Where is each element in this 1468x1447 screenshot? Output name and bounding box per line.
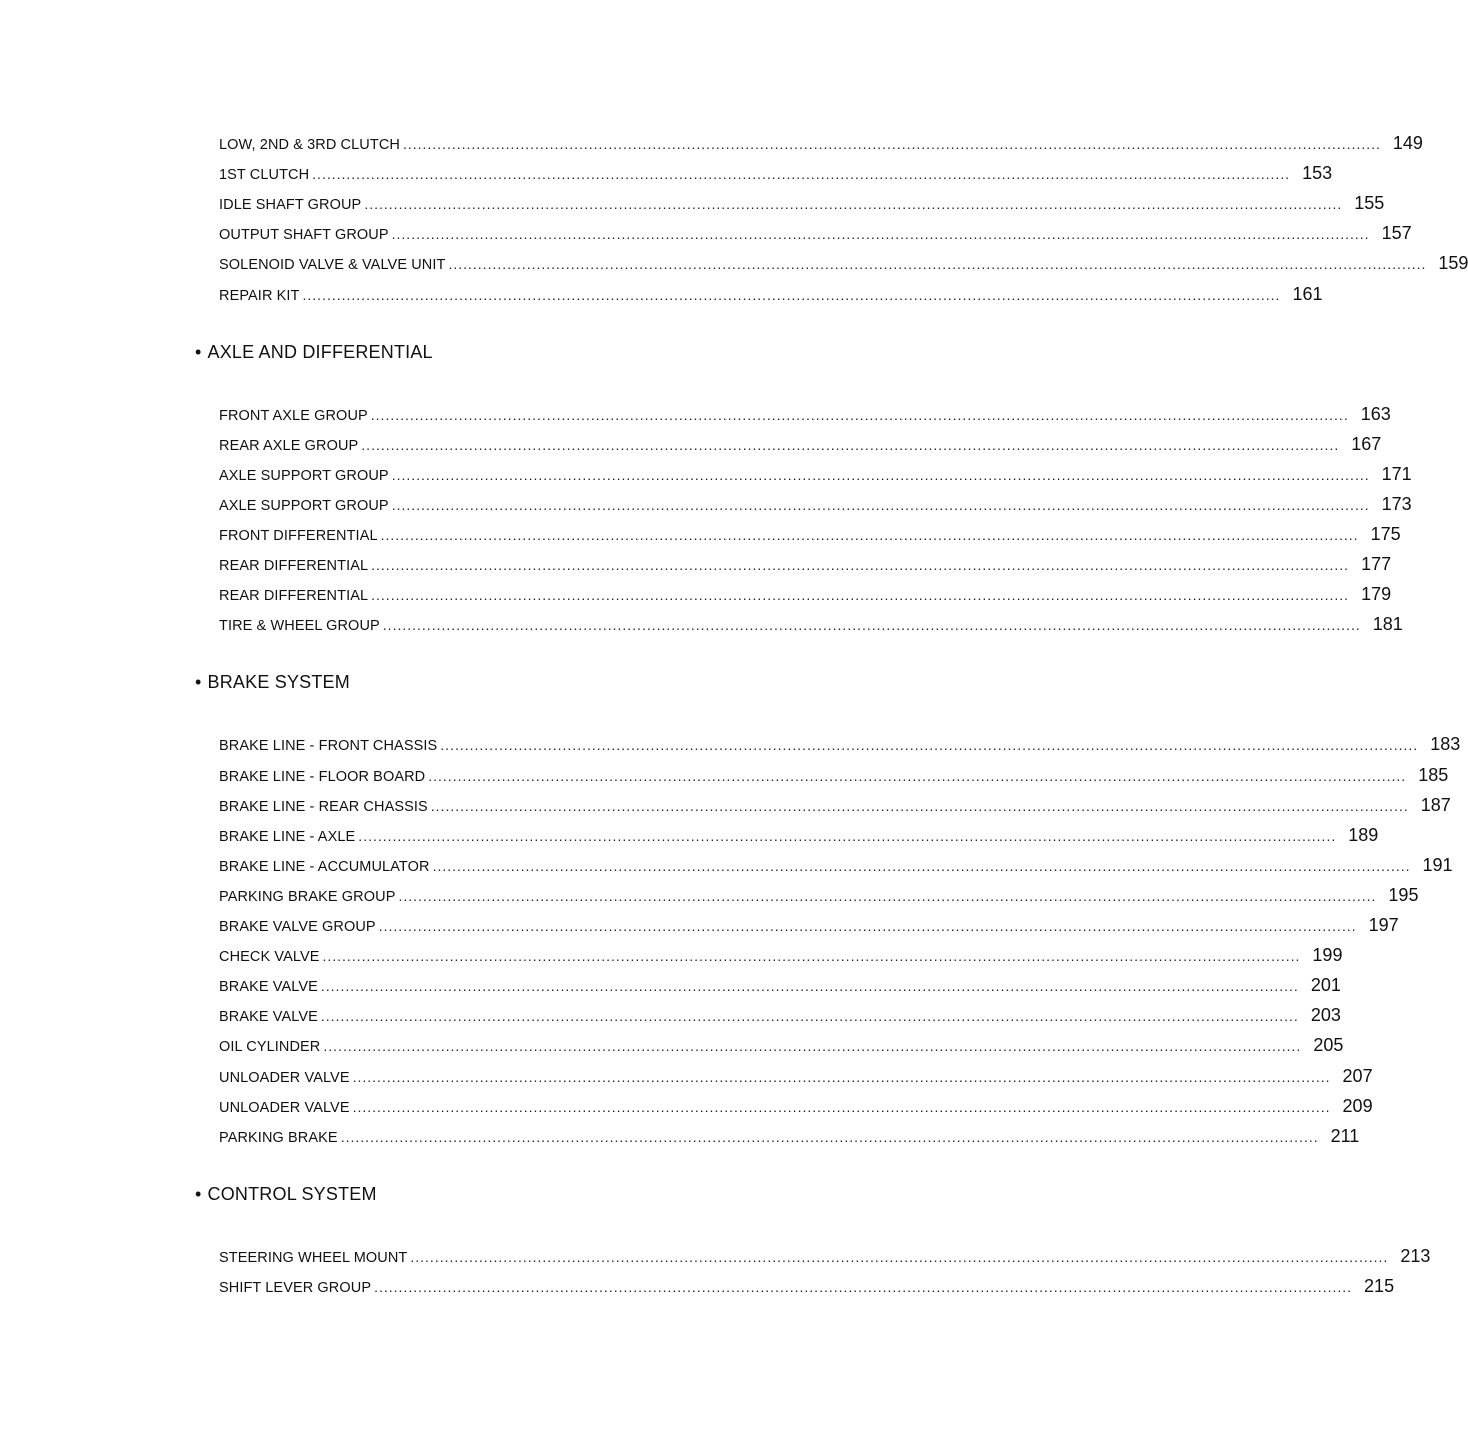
dot-leader: ........................................................................................................................................................................................................: [440, 737, 1419, 754]
dot-leader: ........................................................................................................................................................................................................: [428, 767, 1407, 784]
toc-entry-label: UNLOADER VALVE: [219, 1099, 350, 1116]
bullet-icon: •: [195, 672, 202, 693]
section-heading: [195, 672, 350, 693]
toc-entry-page-number: 155: [1354, 193, 1385, 214]
toc-entry[interactable]: [219, 794, 1451, 817]
toc-entry[interactable]: [219, 524, 1401, 546]
toc-entry-page-number: 213: [1400, 1245, 1431, 1266]
toc-entry-page-number: 183: [1430, 734, 1461, 755]
toc-entry-label: BRAKE LINE - FLOOR BOARD: [219, 768, 426, 785]
toc-entry-page-number: 181: [1372, 614, 1403, 635]
dot-leader: ........................................................................................................................................................................................................: [320, 1008, 1299, 1025]
dot-leader: ........................................................................................................................................................................................................: [371, 557, 1350, 574]
toc-entry-label: SHIFT LEVER GROUP: [219, 1279, 372, 1296]
toc-entry[interactable]: [219, 1035, 1344, 1057]
toc-entry-page-number: 175: [1370, 524, 1401, 544]
toc-entry-page-number: 163: [1360, 403, 1391, 424]
toc-entry-label: STEERING WHEEL MOUNT: [219, 1249, 408, 1266]
toc-entry-page-number: 211: [1330, 1125, 1360, 1146]
toc-entry[interactable]: [219, 945, 1343, 967]
toc-entry[interactable]: [219, 133, 1423, 155]
toc-entry-page-number: 153: [1302, 163, 1333, 184]
dot-leader: ........................................................................................................................................................................................................: [382, 617, 1361, 634]
toc-entry[interactable]: [219, 1005, 1341, 1027]
toc-entry[interactable]: [219, 734, 1461, 756]
toc-entry-label: UNLOADER VALVE: [219, 1069, 350, 1086]
dot-leader: ........................................................................................................................................................................................................: [391, 226, 1370, 243]
section-heading-label: BRAKE SYSTEM: [207, 672, 350, 693]
toc-entry[interactable]: [219, 283, 1323, 306]
toc-entry[interactable]: [219, 1245, 1431, 1268]
toc-entry-label: AXLE SUPPORT GROUP: [219, 467, 389, 484]
toc-entry-label: 1ST CLUTCH: [219, 167, 310, 184]
toc-entry-page-number: 171: [1381, 463, 1412, 484]
toc-entry-label: REAR DIFFERENTIAL: [219, 558, 369, 575]
toc-entry-label: PARKING BRAKE GROUP: [219, 888, 396, 905]
toc-entry-page-number: 149: [1392, 133, 1423, 153]
dot-leader: ........................................................................................................................................................................................................: [322, 948, 1301, 965]
dot-leader: ........................................................................................................................................................................................................: [391, 496, 1370, 513]
toc-entry-label: TIRE & WHEEL GROUP: [219, 618, 380, 635]
dot-leader: ........................................................................................................................................................................................................: [358, 827, 1337, 844]
section-heading-label: CONTROL SYSTEM: [207, 1183, 377, 1204]
toc-entry-label: REAR AXLE GROUP: [219, 437, 359, 454]
toc-entry[interactable]: [219, 403, 1391, 426]
toc-entry-label: FRONT AXLE GROUP: [219, 407, 368, 424]
toc-entry-page-number: 159: [1438, 253, 1468, 274]
toc-entry-label: BRAKE LINE - REAR CHASSIS: [219, 798, 428, 815]
section-heading-label: AXLE AND DIFFERENTIAL: [207, 341, 433, 362]
section-heading: [195, 342, 433, 363]
toc-entry[interactable]: [219, 554, 1392, 576]
toc-entry-label: BRAKE LINE - FRONT CHASSIS: [219, 738, 438, 755]
bullet-icon: •: [195, 1183, 202, 1204]
toc-entry[interactable]: [219, 764, 1449, 787]
toc-entry[interactable]: [219, 163, 1333, 185]
toc-entry-label: BRAKE VALVE: [219, 979, 318, 996]
toc-entry-label: OUTPUT SHAFT GROUP: [219, 227, 389, 244]
dot-leader: ........................................................................................................................................................................................................: [340, 1128, 1319, 1145]
toc-entry-label: REPAIR KIT: [219, 287, 300, 304]
toc-entry-page-number: 203: [1310, 1005, 1341, 1026]
dot-leader: ........................................................................................................................................................................................................: [370, 406, 1349, 423]
toc-entry-page-number: 173: [1381, 493, 1412, 514]
toc-entry[interactable]: [219, 193, 1385, 215]
toc-entry[interactable]: [219, 223, 1412, 245]
toc-entry-page-number: 189: [1348, 824, 1379, 845]
toc-entry-page-number: 161: [1292, 283, 1323, 304]
dot-leader: ........................................................................................................................................................................................................: [448, 256, 1427, 273]
toc-entry[interactable]: [219, 253, 1468, 275]
dot-leader: ........................................................................................................................................................................................................: [352, 1068, 1331, 1085]
dot-leader: ........................................................................................................................................................................................................: [302, 286, 1281, 303]
toc-entry-label: AXLE SUPPORT GROUP: [219, 497, 389, 514]
dot-leader: ........................................................................................................................................................................................................: [380, 527, 1359, 543]
toc-entry-label: FRONT DIFFERENTIAL: [219, 528, 378, 544]
toc-entry-label: BRAKE VALVE GROUP: [219, 919, 376, 935]
toc-entry-label: IDLE SHAFT GROUP: [219, 197, 362, 214]
toc-entry-page-number: 167: [1351, 433, 1382, 454]
dot-leader: ........................................................................................................................................................................................................: [320, 978, 1299, 995]
dot-leader: ........................................................................................................................................................................................................: [391, 466, 1370, 483]
toc-entry[interactable]: [219, 824, 1379, 847]
dot-leader: ........................................................................................................................................................................................................: [312, 166, 1291, 183]
toc-entry-page-number: 185: [1418, 764, 1449, 785]
toc-entry[interactable]: [219, 854, 1453, 877]
dot-leader: ........................................................................................................................................................................................................: [410, 1248, 1389, 1265]
dot-leader: ........................................................................................................................................................................................................: [361, 436, 1340, 453]
toc-entry[interactable]: [219, 915, 1399, 937]
toc-entry-page-number: 207: [1342, 1065, 1373, 1086]
toc-entry-page-number: 209: [1342, 1095, 1373, 1116]
toc-entry-label: BRAKE VALVE: [219, 1009, 318, 1026]
dot-leader: ........................................................................................................................................................................................................: [364, 196, 1343, 213]
toc-entry-page-number: 179: [1361, 584, 1392, 605]
toc-entry[interactable]: [219, 493, 1412, 516]
toc-entry-page-number: 201: [1310, 975, 1341, 996]
toc-entry-page-number: 215: [1364, 1275, 1395, 1296]
toc-entry[interactable]: [219, 1275, 1395, 1298]
bullet-icon: •: [195, 341, 202, 362]
toc-entry-label: LOW, 2ND & 3RD CLUTCH: [219, 137, 400, 153]
toc-entry-page-number: 195: [1388, 884, 1419, 905]
toc-entry-label: OIL CYLINDER: [219, 1039, 321, 1056]
toc-entry[interactable]: [219, 433, 1382, 456]
dot-leader: ........................................................................................................................................................................................................: [352, 1098, 1331, 1115]
toc-entry-label: BRAKE LINE - ACCUMULATOR: [219, 858, 430, 875]
toc-entry[interactable]: [219, 884, 1419, 907]
toc-entry[interactable]: [219, 975, 1341, 997]
toc-entry-page-number: 157: [1381, 223, 1412, 244]
toc-entry-page-number: 177: [1361, 554, 1392, 575]
toc-entry-label: BRAKE LINE - AXLE: [219, 828, 356, 845]
dot-leader: ........................................................................................................................................................................................................: [432, 857, 1411, 874]
toc-entry-page-number: 205: [1313, 1035, 1344, 1056]
toc-entry-label: SOLENOID VALVE & VALVE UNIT: [219, 257, 446, 274]
toc-entry[interactable]: [219, 463, 1412, 486]
toc-entry[interactable]: [219, 1125, 1360, 1148]
dot-leader: ........................................................................................................................................................................................................: [323, 1038, 1302, 1055]
toc-entry-label: CHECK VALVE: [219, 949, 320, 966]
toc-entry[interactable]: [219, 1095, 1373, 1118]
section-heading: [195, 1184, 377, 1205]
toc-entry-label: REAR DIFFERENTIAL: [219, 588, 369, 605]
dot-leader: ........................................................................................................................................................................................................: [378, 918, 1357, 934]
toc-entry-page-number: 191: [1422, 854, 1453, 875]
toc-entry[interactable]: [219, 584, 1392, 606]
toc-entry[interactable]: [219, 1065, 1373, 1088]
dot-leader: ........................................................................................................................................................................................................: [371, 587, 1350, 604]
dot-leader: ........................................................................................................................................................................................................: [402, 136, 1381, 152]
toc-entry-page-number: 197: [1368, 915, 1399, 935]
dot-leader: ........................................................................................................................................................................................................: [398, 887, 1377, 904]
dot-leader: ........................................................................................................................................................................................................: [430, 797, 1409, 814]
toc-entry-page-number: 199: [1312, 945, 1343, 966]
toc-entry-page-number: 187: [1420, 794, 1451, 815]
dot-leader: ........................................................................................................................................................................................................: [374, 1278, 1353, 1295]
toc-entry[interactable]: [219, 614, 1403, 636]
toc-entry-label: PARKING BRAKE: [219, 1129, 338, 1146]
